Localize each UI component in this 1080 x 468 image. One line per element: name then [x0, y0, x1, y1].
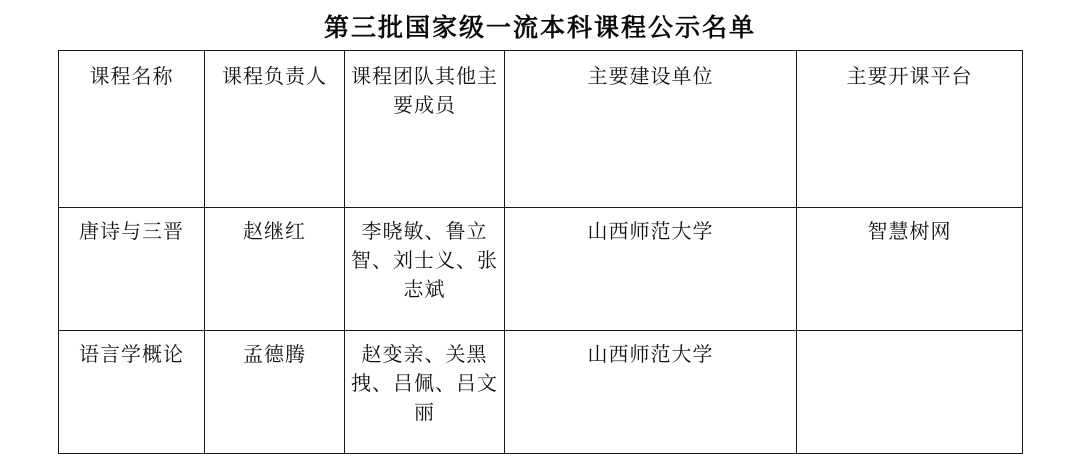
column-header-institution: 主要建设单位 [505, 51, 797, 208]
cell-course-name: 语言学概论 [59, 331, 205, 454]
cell-course-name: 唐诗与三晋 [59, 208, 205, 331]
column-header-members: 课程团队其他主要成员 [345, 51, 505, 208]
cell-members: 赵变亲、关黑拽、吕佩、吕文丽 [345, 331, 505, 454]
cell-leader: 孟德腾 [205, 331, 345, 454]
column-header-course-name: 课程名称 [59, 51, 205, 208]
course-table-container [58, 50, 1022, 454]
cell-institution: 山西师范大学 [505, 208, 797, 331]
table-row [59, 208, 1023, 331]
table-row [59, 331, 1023, 454]
table-header-row [59, 51, 1023, 208]
column-header-leader: 课程负责人 [205, 51, 345, 208]
course-table [58, 50, 1023, 454]
cell-platform: 智慧树网 [797, 208, 1023, 331]
page-title: 第三批国家级一流本科课程公示名单 [323, 15, 756, 42]
cell-institution: 山西师范大学 [505, 331, 797, 454]
column-header-platform: 主要开课平台 [797, 51, 1023, 208]
cell-platform [797, 331, 1023, 454]
cell-members: 李晓敏、鲁立智、刘士义、张志斌 [345, 208, 505, 331]
cell-leader: 赵继红 [205, 208, 345, 331]
